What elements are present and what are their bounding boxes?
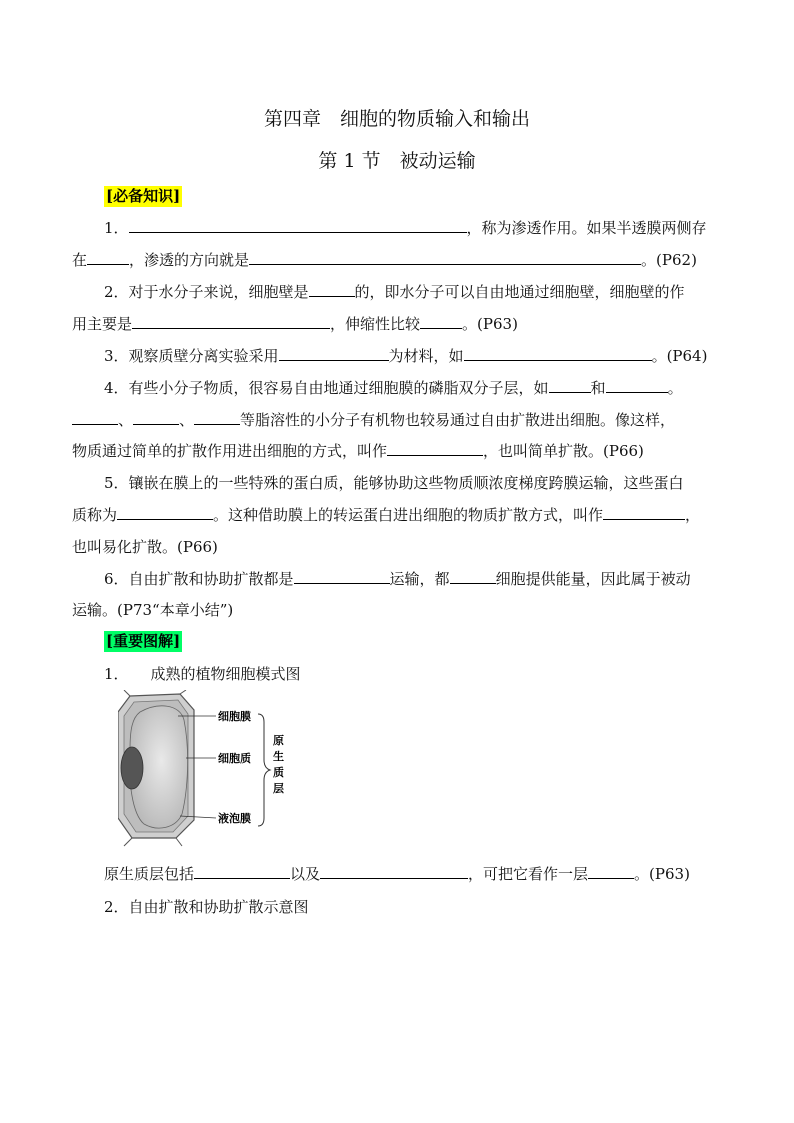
blank (117, 505, 213, 520)
q1-line1: 1． ，称为渗透作用。如果半透膜两侧存 (104, 219, 707, 237)
blank (420, 314, 462, 329)
label-cytoplasm: 细胞质 (218, 752, 251, 765)
q5-line3: 也叫易化扩散。(P66) (72, 538, 218, 556)
label-protoplast-4: 层 (273, 782, 284, 795)
q4-line3: 物质通过简单的扩散作用进出细胞的方式，叫作 ，也叫简单扩散。(P66) (72, 442, 644, 460)
blank (249, 250, 641, 265)
blank (309, 282, 355, 297)
q5-line1: 5．镶嵌在膜上的一些特殊的蛋白质，能够协助这些物质顺浓度梯度跨膜运输，这些蛋白 (104, 474, 684, 492)
blank (588, 864, 634, 879)
q7-line: 原生质层包括 以及 ，可把它看作一层 。(P63) (104, 865, 690, 883)
chapter-title: 第四章 细胞的物质输入和输出 (263, 108, 530, 130)
blank (133, 410, 179, 425)
blank (129, 218, 467, 233)
label-vacuole-membrane: 液泡膜 (218, 812, 251, 825)
blank (194, 410, 240, 425)
brace-shape (258, 714, 270, 826)
knowledge-tag: [必备知识] (106, 187, 181, 205)
q2-line1: 2．对于水分子来说，细胞壁是 的，即水分子可以自由地通过细胞壁，细胞壁的作 (104, 283, 685, 301)
q6-line1: 6．自由扩散和协助扩散都是 运输，都 细胞提供能量，因此属于被动 (104, 570, 691, 588)
q4-line2: 、 、 等脂溶性的小分子有机物也较易通过自由扩散进出细胞。像这样， (72, 410, 675, 430)
blank (387, 441, 483, 456)
blank (279, 346, 389, 361)
q3-line: 3．观察质壁分离实验采用 为材料，如 。(P64) (104, 347, 708, 365)
label-membrane: 细胞膜 (218, 710, 251, 723)
nucleus-shape (121, 747, 143, 789)
blank (132, 314, 330, 329)
blank (450, 569, 496, 584)
fig2-caption: 2．自由扩散和协助扩散示意图 (104, 898, 309, 916)
plant-cell-diagram (118, 690, 288, 850)
label-protoplast-1: 原 (273, 734, 284, 747)
q4-line1: 4．有些小分子物质，很容易自由地通过细胞膜的磷脂双分子层，如 和 。 (104, 379, 683, 397)
blank (294, 569, 390, 584)
blank (87, 250, 129, 265)
q1-line2: 在 ，渗透的方向就是 。(P62) (72, 251, 697, 269)
label-protoplast-2: 生 (273, 750, 284, 763)
blank (320, 864, 468, 879)
blank (194, 864, 290, 879)
q6-line2: 运输。(P73“本章小结”) (72, 601, 234, 619)
section-title: 第 1 节 被动运输 (318, 150, 476, 172)
diagram-tag: [重要图解] (106, 632, 181, 650)
fig1-caption: 1． 成熟的植物细胞模式图 (104, 665, 301, 683)
blank (464, 346, 652, 361)
blank (606, 378, 668, 393)
label-protoplast-3: 质 (273, 766, 284, 779)
q5-line2: 质称为 。这种借助膜上的转运蛋白进出细胞的物质扩散方式，叫作 ， (72, 506, 701, 524)
blank (72, 410, 118, 425)
blank (603, 505, 685, 520)
blank (549, 378, 591, 393)
q2-line2: 用主要是 ，伸缩性比较 。(P63) (72, 315, 518, 333)
